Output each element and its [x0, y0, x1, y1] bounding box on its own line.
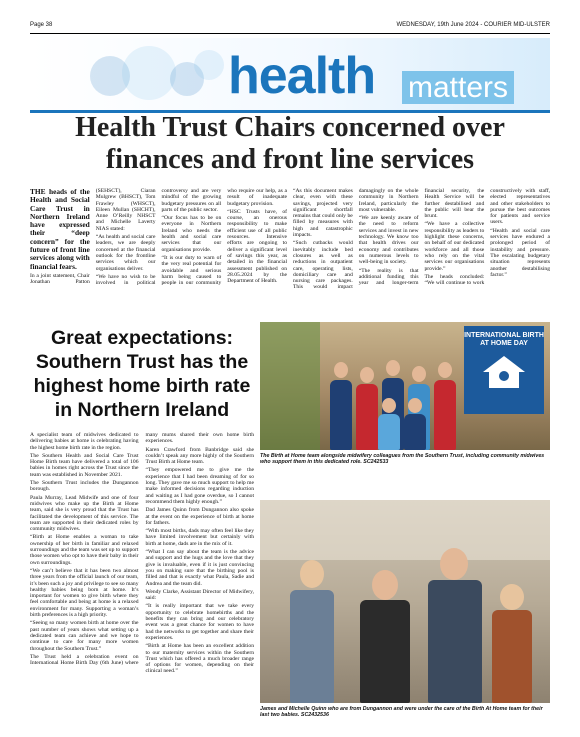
article1-paragraph: In a joint statement, Chair Jonathan Patton (SEHSCT), Ciaran Mulgrew (BHSCT), Tom Frawley (WHSCT), Eileen Mullan (SHCHT), Anne O’Reilly NHSCT and Michelle Laverty NIAS stated:: [30, 188, 156, 286]
article1-paragraph: “As health and social care leaders, we are deeply concerned at the financial outlook for the frontline services which our organisations deliver.: [95, 234, 156, 272]
banner-text: INTERNATIONAL BIRTH AT HOME DAY: [464, 332, 544, 347]
article2-paragraph: “It is really important that we take every opportunity to celebrate homebirths and the benefits they can bring and our celebratory event was a great chance for women to have had the networks to get together and share their experiences.: [145, 603, 254, 641]
article2-paragraph: Karen Crawford from Banbridge said she couldn’t speak any more highly of the Southern Trust Birth at Home team.: [145, 446, 254, 466]
photo2-caption: James and Michelle Quinn who are from Dungannon and were under the care of the Birth At Home team for their last two babies. SC2432536: [260, 706, 543, 719]
article2-paragraph: A specialist team of midwives dedicated to delivering babies at home is celebrating having the highest home birth rate in the region.: [30, 432, 139, 451]
masthead-matters: matters: [402, 71, 514, 104]
article2-body: [30, 432, 254, 712]
article1-paragraph: “We have a collective responsibility as leaders to highlight these concerns, on behalf of our dedicated workforce and all those who rely on the vital services our organisations provide.”: [424, 221, 485, 272]
article1-lead: THE heads of the Health and Social Care Trust in Northern Ireland have expressed their “deep concern” for the future of front line services along with financial fears.: [30, 188, 90, 271]
article2-paragraph: The Southern Trust includes the Dungannon borough.: [30, 480, 139, 493]
page-header: [30, 22, 550, 32]
article1-paragraph: “Such cutbacks would inevitably include bed closures as well as reductions in outpatient care, operating lists, domiciliary care and nursing care packages. This would impact damagingly on the whole community in Northern Ireland, particularly the most vulnerable.: [293, 188, 419, 291]
article2-headline: Great expectations: Southern Trust has the highest home birth rate in Northern Ireland: [33, 327, 251, 421]
article1-body: [30, 188, 550, 320]
article1-paragraph: “The reality is that additional funding this year and longer-term financial security, the Health Service will be further destabilised and the public will bear the brunt.: [358, 188, 485, 287]
family-photo: [260, 500, 550, 703]
birth-team-photo: [260, 322, 550, 450]
article1-paragraph: “HSC Trusts have, of course, an onerous responsibility to make efficient use of all public resources. Intensive efforts are ongoing to deliver a significant level of savings this year, as detailed in the financial assessment published on 28.05.2024 by the Department of Health.: [227, 208, 287, 285]
article1-paragraph: The heads concluded: “We will continue to work constructively with staff, elected representatives and other stakeholders to pursue the best outcomes for patients and service users.: [424, 188, 550, 287]
dateline: WEDNESDAY, 19th June 2024 - COURIER MID-ULSTER: [396, 22, 550, 28]
article1-paragraph: “Health and social care services have endured a prolonged period of instability and pressure. The escalating budgetary situation represents another destabilising factor.”: [490, 227, 550, 278]
article1-paragraph: “We have no wish to be involved in political controversy and are very mindful of the growing budgetary pressures on all parts of the public sector.: [95, 188, 222, 287]
photo1-caption: The Birth at Home team alongside midwifery colleagues from the Southern Trust, including community midwives who support them in this dedicated role. SC242533: [260, 453, 545, 466]
masthead-decoration: [90, 46, 230, 104]
masthead: [30, 38, 550, 113]
article1-paragraph: “It is our duty to warn of the very real potential for avoidable and serious harm being caused to people in our community who require our help, as a result of inadequate budgetary provision.: [161, 188, 287, 287]
birth-at-home-banner: [464, 326, 544, 414]
article2-paragraph: “They empowered me to give me the experience that I had been dreaming of for so long. They gave me so much support to help me make informed decisions regarding induction and waiting as I had gone overdue, so I cannot recommend them highly enough.”: [145, 467, 254, 505]
article1-paragraph: “As this document makes clear, even with these savings, projected very significant shortfall remains that could only be filled by measures with high and catastrophic impacts.: [293, 188, 353, 239]
article2-paragraph: “With most births, dads may often feel like they have limited involvement but certainly with birth at home, dads are in the mix of it.: [145, 528, 254, 547]
article2-paragraph: “Seeing so many women birth at home over the past number of years shows what setting up a dedicated team can achieve and we hope to continue to care for many more women throughout the Southern Trust.”: [30, 620, 139, 652]
page-number: Page 38: [30, 22, 53, 28]
article2-paragraph: “We can’t believe that it has been two almost three years from the official launch of our team, it’s been such a joy and privilege to see so many healthy babies being born at home. It’s important for women to give birth where they feel comfortable and being at home is a relaxed environment for many. Supporting a woman’s birth preferences is a high priority.: [30, 567, 139, 619]
article2-paragraph: “What I can say about the team is the advice and support and the hugs and the love that they give is invaluable, even if it is just convincing you on making sure that the birthing pool is filled and that is exactly what Paula, Sadie and Andrea and the team did.: [145, 549, 254, 587]
masthead-health: health: [228, 47, 376, 105]
header-rule: [30, 33, 550, 34]
article2-paragraph: Paula Murray, Lead Midwife and one of four midwives who make up the Birth at Home team, said she is very proud that the Trust has facilitated the development of this service. The team are supported in their dedicated roles by community midwives.: [30, 494, 139, 533]
article1-paragraph: “We are keenly aware of the need to reform services and invest in new technology. We know too that health drives our economy and contributes on numerous levels to well-being in society.: [358, 215, 419, 266]
article2-paragraph: Wendy Clarke, Assistant Director of Midwifery, said:: [145, 588, 254, 602]
article1-paragraph: “Our focus has to be on everyone in Northern Ireland who needs the health and social care services that our organisations provide.: [161, 215, 222, 253]
article2-paragraph: The Trust held a celebration event on International Home Birth Day (6th June) where many mums shared their own home birth experiences.: [30, 432, 254, 667]
house-icon: [479, 352, 529, 392]
article2-paragraph: Dad James Quinn from Dungannon also spoke at the event on the experience of birth at home for fathers.: [145, 507, 254, 526]
article2-paragraph: “Birth at Home has been an excellent addition to our maternity services within the Southern Trust which has offered a much broader range of options for women, depending on their clinical need.”: [145, 643, 254, 675]
main-headline: Health Trust Chairs concerned over finances and front line services: [75, 112, 505, 175]
article2-paragraph: “Birth at Home enables a woman to take ownership of her birth in familiar and relaxed surroundings and the team was set up to support those women who opt to have their baby in their own surroundings.: [30, 534, 139, 566]
article2-paragraph: The Southern Health and Social Care Trust Home Birth team have delivered a total of 106 babies in homes right across the Trust since the team was established in November 2021.: [30, 452, 139, 478]
